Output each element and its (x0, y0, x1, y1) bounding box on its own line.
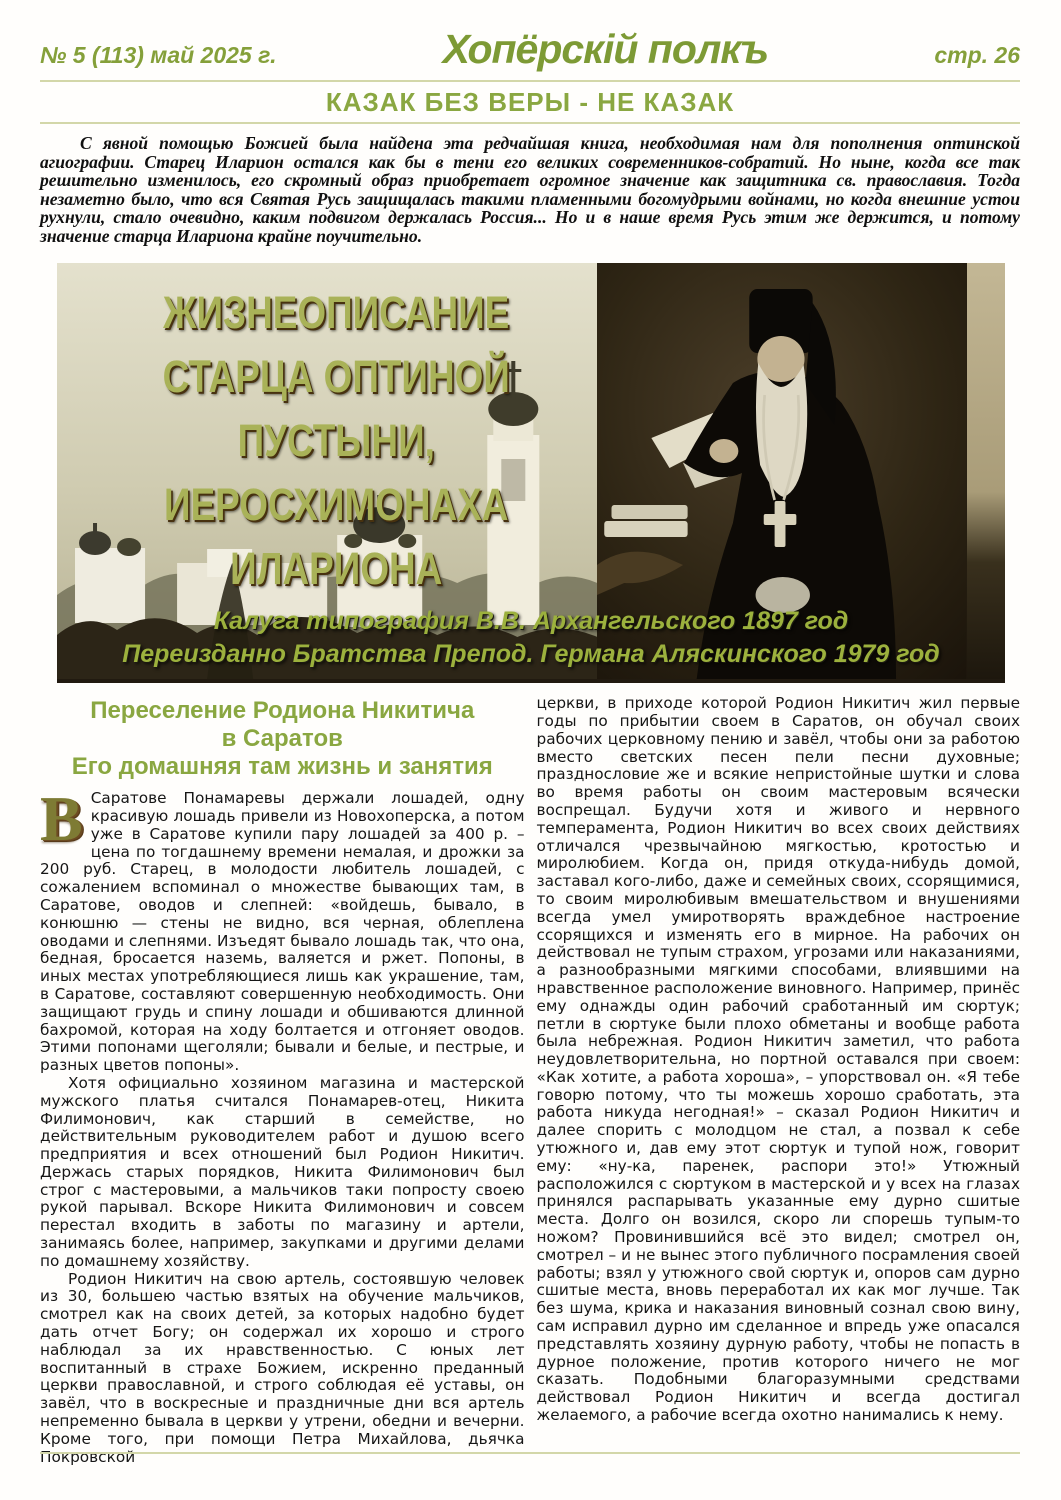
article-paragraph: церкви, в приходе которой Родион Никитич жил первые годы по прибытии своем в Саратов, он обучал своих рабочих церковному пению и завёл, чтобы они за работою вместо светских песен пели песни духовные; празднословие же и всякие непристойные шутки и слова во время работы он своим мастеровым всячески воспрещал. Будучи хотя и живого и нервного темперамента, Родион Никитич во всех своих действиях отличался чрезвычайною мягкостью, кротостью и миролюбием. Когда он, придя откуда-нибудь домой, заставал кого-либо, даже и семейных своих, ссорящимися, то своим миролюбивым вмешательством и внушениями всегда умел умиротворять враждебное настроение ссорящихся и изменять его в мирное. На рабочих он действовал не тупым страхом, угрозами или наказаниями, а разнообразными мягкими способами, влиявшими на нравственное расположение виновного. Например, принёс ему однажды один рабочий сработанный им сюртук; петли в сюртуке были плохо обметаны и вообще работа была небрежная. Родион Никитич заметил, что работа неудовлетворительна, но портной оставался при своем: «Как хотите, а работа хороша», – упорствовал он. «Я тебе говорю потому, что ты можешь хорошо сработать, эта работа никуда негодная!» – сказал Родион Никитич и далее спорить с молодцом не стал, а позвал к себе утюжного и, дав ему этот сюртук и тупой нож, говорит ему: «ну-ка, паренек, распори это!» Утюжный расположился с сюртуком в мастерской и у всех на глазах принялся распарывать указанные ему дурно сшитые места. Долго он возился, скоро ли спорешь тупым-то ножом? Провинившийся всё это видел; смотрел он, смотрел – и не вынес этого публичного посрамления своей работы; взял у утюжного свой сюртук и, опоров сам дурно сшитые места, вновь переработал их как мог лучше. Так без шума, крика и наказания виновный сознал свою вину, сам исправил дурно им сделанное и впредь уже опасался представлять хозяину дурную работу, чтобы не попасть в дурное положение, против которого ничего не мог сказать. Подобными благоразумными средствами действовал Родион Никитич и всегда достигал желаемого, а рабочие всегда охотно нанимались к нему. (536, 694, 1020, 1425)
photo-caption-line: Переизданно Братства Препод. Германа Аляскинского 1979 год (122, 640, 940, 669)
motto-line: КАЗАК БЕЗ ВЕРЫ - НЕ КАЗАК (325, 87, 735, 117)
article-paragraph (40, 783, 525, 1075)
paragraph-text: Саратове Понамаревы держали лошадей, одну красивую лошадь привели из Новохоперска, а потом уже в Саратове купили пару лошадей за 400 р. – цена по тогдашнему времени немалая, и дрожки за 200 руб. Старец, в молодости любитель лошадей, с сожалением вспоминал о множестве бывающих там, в Саратове, оводов и слепней: «войдешь, бывало, в конюшню — стены не видно, вся черная, облеплена оводами и слепнями. Изъедят бывало лошадь так, что она, бедная, бросается наземь, валяется и ржет. Попоны, в иных местах употребляющиеся лишь как украшение, там, в Саратове, составляют совершенную необходимость. Они защищают грудь и спину лошади и обшиваются длинной бахромой, которая на ходу болтается и отгоняет оводов. Этими попонами щеголяли; бывали и белые, и пестрые, и разных цветов попоны». (40, 789, 525, 1075)
article-heading-line: Его домашняя там жизнь и занятия (71, 753, 493, 781)
article-column-left (40, 695, 525, 1466)
photo-caption-line: Калуга типография В.В. Архангельского 1897 год (213, 607, 849, 636)
book-title-line: ЖИЗНЕОПИСАНИЕ (163, 287, 510, 339)
drop-cap-letter: В (40, 783, 83, 855)
lead-paragraph: С явной помощью Божией была найдена эта редчайшая книга, необходимая нам для пополнения оптинской агиографии. Старец Иларион остался как бы в тени его великих современников-собратий. Но ныне, когда все так решительно изменилось, его скромный образ приобретает огромное значение как защитника св. православия. Тогда незаметно было, что вся Святая Русь защищалась такими пламенными богомудрыми войнами, но когда внешние устои рухнули, стало очевидно, каким подвигом держалась Россия... Но и в наше время Русь этим же держится, и потому значение старца Илариона крайне поучительно. (40, 133, 1020, 246)
book-title-line: ПУСТЫНИ, (238, 415, 436, 467)
footer-rule (40, 1452, 1020, 1454)
motto-rule (40, 122, 1020, 124)
newspaper-title: Хопёрскій полкъ (442, 26, 769, 72)
photo-caption (57, 605, 1005, 671)
book-title-line: СТАРЦА ОПТИНОЙ (163, 351, 511, 403)
book-title-line: ИЕРОСХИМОНАХА (164, 479, 509, 531)
book-title-line: ИЛАРИОНА (230, 543, 443, 595)
article-heading-line: в Саратов (221, 725, 343, 753)
article-column-right (537, 695, 1021, 1466)
masthead-row (40, 0, 1020, 73)
book-cover-photo (57, 263, 1005, 683)
issue-date: № 5 (113) май 2025 г. (40, 42, 277, 68)
book-title-overlay (85, 281, 587, 601)
article-heading (40, 697, 525, 781)
masthead-rule (40, 80, 1020, 82)
article-paragraph: Родион Никитич на свою артель, состоявшую человек из 30, большею частью взятых на обучение мальчиков, смотрел как на своих детей, за которых надобно будет дать отчет Богу; он содержал их хорошо и строго наблюдал за их нравственностью. С юных лет воспитанный в страхе Божием, искренно преданный церкви православной, и строго соблюдая её уставы, он завёл, что в воскресные и праздничные дни вся артель непременно бывала в церкви у утрени, обедни и вечерни. Кроме того, при помощи Петра Михайлова, дьячка Покровской (40, 1269, 525, 1466)
article-columns (40, 695, 1020, 1466)
article-paragraph: Хотя официально хозяином магазина и мастерской мужского платья считался Понамарев-отец, Никита Филимонович, как старший в семействе, но действительным руководителем работ и душою всего предприятия и всех отношений был Родион Никитич. Держась старых порядков, Никита Филимонович был строг с мастеровыми, а мальчиков таки попросту своею рукой парывал. Вскоре Никита Филимонович и совсем перестал входить в заботы по магазину и артели, занимаясь более, например, закупками и другими делами по домашнему хозяйству. (40, 1073, 525, 1270)
page-number: стр. 26 (934, 42, 1020, 68)
article-heading-line: Переселение Родиона Никитича (90, 697, 475, 725)
